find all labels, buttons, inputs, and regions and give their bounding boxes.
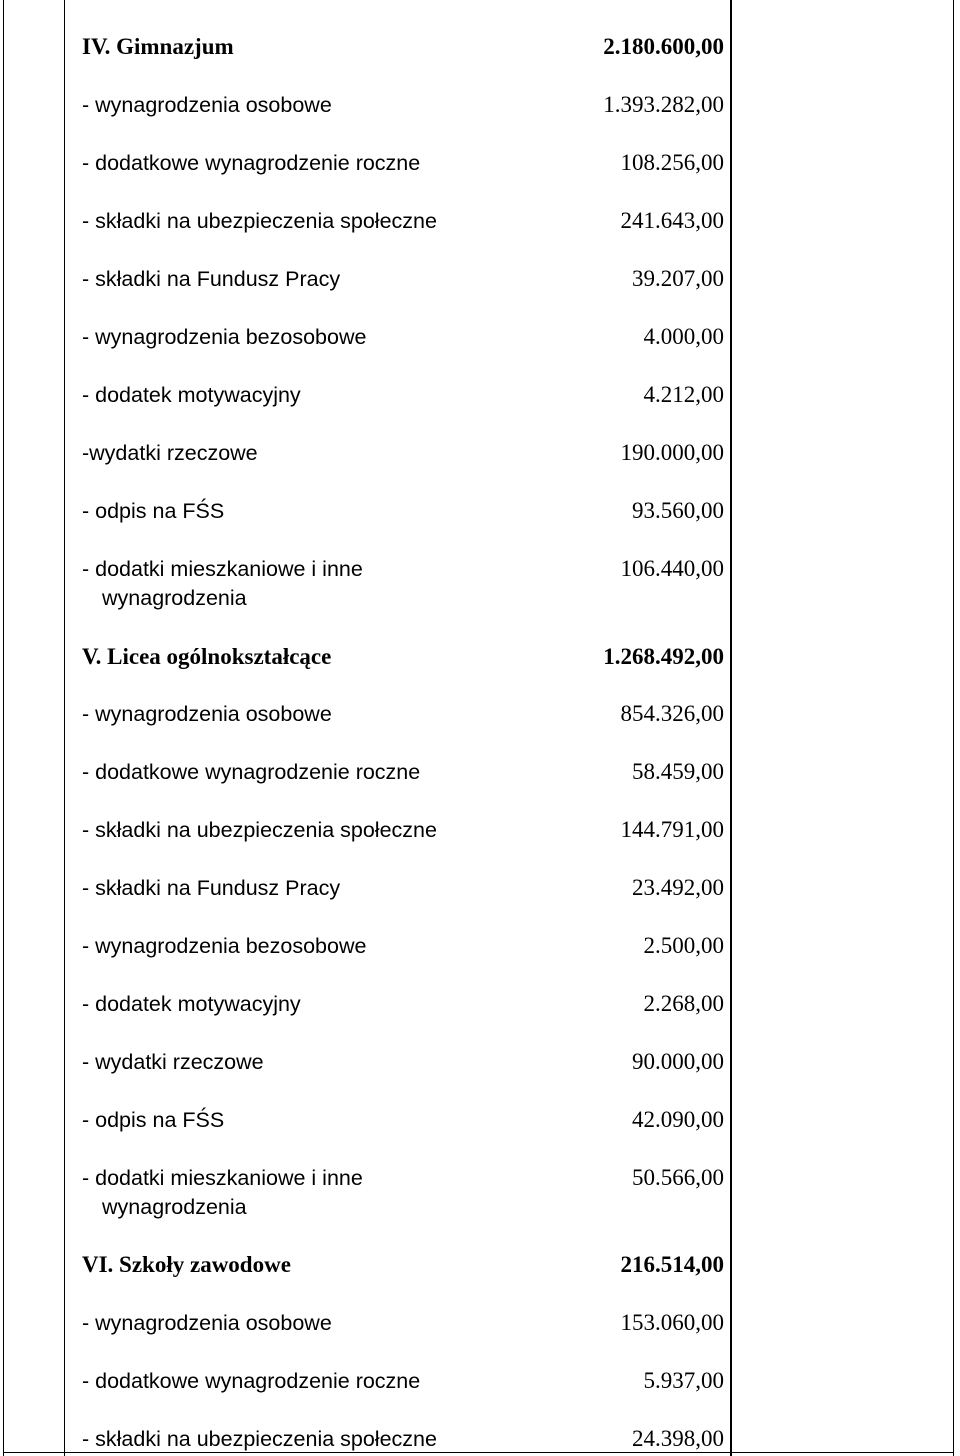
item-label: - odpis na FŚS <box>82 499 225 523</box>
section-header-row <box>82 1251 724 1279</box>
item-label: - wynagrodzenia osobowe <box>82 93 332 117</box>
item-amount: 23.492,00 <box>632 875 724 900</box>
item-amount: 241.643,00 <box>620 208 724 233</box>
item-label: - dodatek motywacyjny <box>82 992 301 1016</box>
item-amount: 24.398,00 <box>632 1426 724 1451</box>
section-total: 2.180.600,00 <box>603 34 724 59</box>
item-label: - dodatkowe wynagrodzenie roczne <box>82 151 421 175</box>
section-title: IV. Gimnazjum <box>82 34 234 59</box>
item-label: - składki na Fundusz Pracy <box>82 876 341 900</box>
item-amount: 2.268,00 <box>643 991 724 1016</box>
item-amount: 39.207,00 <box>632 266 724 291</box>
item-amount: 42.090,00 <box>632 1107 724 1132</box>
table-border-left <box>3 0 4 1456</box>
item-label: -wydatki rzeczowe <box>82 441 258 465</box>
item-label: - dodatkowe wynagrodzenie roczne <box>82 1369 421 1393</box>
budget-item-row <box>82 1367 724 1395</box>
budget-item-row <box>82 91 724 119</box>
budget-item-row <box>82 439 724 467</box>
item-amount: 5.937,00 <box>643 1368 724 1393</box>
item-amount: 93.560,00 <box>632 498 724 523</box>
section-header-row <box>82 643 724 671</box>
budget-item-row <box>82 381 724 409</box>
budget-item-row <box>82 874 724 902</box>
table-column-divider <box>730 0 732 1456</box>
item-label <box>82 1164 363 1223</box>
item-label: - wydatki rzeczowe <box>82 1050 264 1074</box>
budget-item-row <box>82 1048 724 1076</box>
budget-item-row <box>82 1164 724 1219</box>
item-label: - składki na ubezpieczenia społeczne <box>82 1427 437 1451</box>
item-label-line2: wynagrodzenia <box>102 586 247 610</box>
item-label: - dodatek motywacyjny <box>82 383 301 407</box>
item-amount: 90.000,00 <box>632 1049 724 1074</box>
budget-item-row <box>82 207 724 235</box>
item-label: - wynagrodzenia bezosobowe <box>82 934 367 958</box>
item-amount: 2.500,00 <box>643 933 724 958</box>
item-label: - wynagrodzenia bezosobowe <box>82 325 367 349</box>
budget-item-row <box>82 497 724 525</box>
item-amount: 50.566,00 <box>632 1165 724 1190</box>
item-label: - odpis na FŚS <box>82 1108 225 1132</box>
table-column-divider <box>64 0 65 1456</box>
item-label: - składki na ubezpieczenia społeczne <box>82 209 437 233</box>
section-title: V. Licea ogólnokształcące <box>82 644 332 669</box>
budget-item-row <box>82 1106 724 1134</box>
item-amount: 1.393.282,00 <box>603 92 724 117</box>
item-amount: 58.459,00 <box>632 759 724 784</box>
budget-item-row <box>82 700 724 728</box>
budget-item-row <box>82 265 724 293</box>
section-total: 1.268.492,00 <box>603 644 724 669</box>
item-label-line1: - dodatki mieszkaniowe i inne <box>82 1166 363 1190</box>
item-amount: 144.791,00 <box>620 817 724 842</box>
section-title: VI. Szkoły zawodowe <box>82 1252 291 1277</box>
item-label-line1: - dodatki mieszkaniowe i inne <box>82 557 363 581</box>
budget-item-row <box>82 990 724 1018</box>
table-border-right <box>953 0 954 1456</box>
item-amount: 153.060,00 <box>620 1310 724 1335</box>
item-amount: 4.000,00 <box>643 324 724 349</box>
budget-item-row <box>82 1309 724 1337</box>
budget-item-row <box>82 555 724 610</box>
budget-item-row <box>82 758 724 786</box>
budget-item-row <box>82 932 724 960</box>
budget-item-row <box>82 1425 724 1453</box>
item-amount: 190.000,00 <box>620 440 724 465</box>
budget-item-row <box>82 323 724 351</box>
section-total: 216.514,00 <box>620 1252 724 1277</box>
item-amount: 4.212,00 <box>643 382 724 407</box>
budget-item-row <box>82 816 724 844</box>
item-amount: 108.256,00 <box>620 150 724 175</box>
item-label: - wynagrodzenia osobowe <box>82 702 332 726</box>
section-header-row <box>82 33 724 61</box>
budget-item-row <box>82 149 724 177</box>
item-amount: 106.440,00 <box>620 556 724 581</box>
item-label: - wynagrodzenia osobowe <box>82 1311 332 1335</box>
item-label-line2: wynagrodzenia <box>102 1195 247 1219</box>
item-label: - dodatkowe wynagrodzenie roczne <box>82 760 421 784</box>
item-amount: 854.326,00 <box>620 701 724 726</box>
item-label: - składki na Fundusz Pracy <box>82 267 341 291</box>
item-label: - składki na ubezpieczenia społeczne <box>82 818 437 842</box>
item-label <box>82 555 363 614</box>
